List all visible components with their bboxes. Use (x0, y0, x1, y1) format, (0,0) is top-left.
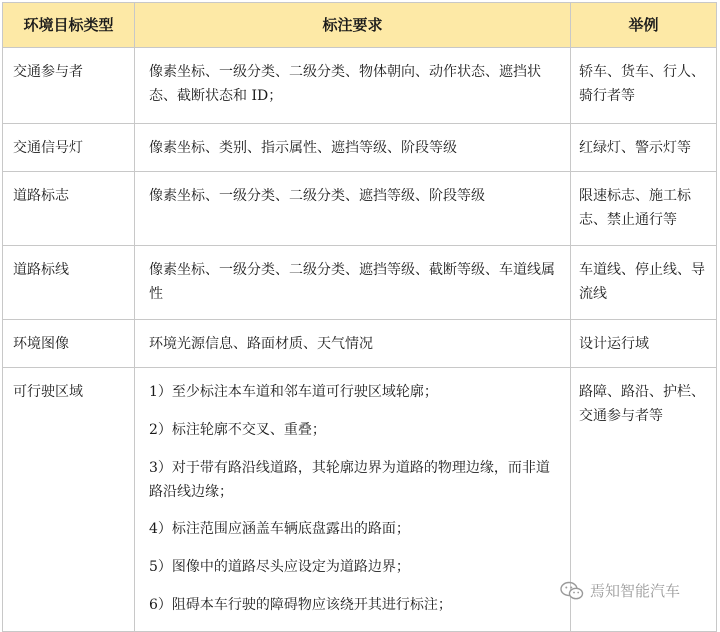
type-cell: 环境图像 (3, 320, 135, 368)
type-cell: 交通信号灯 (3, 124, 135, 172)
annotation-requirements-table (2, 2, 717, 632)
type-cell: 道路标志 (3, 172, 135, 246)
rule-item: 1）至少标注本车道和邻车道可行驶区域轮廓； (149, 384, 438, 400)
type-cell: 道路标线 (3, 246, 135, 320)
header-example: 举例 (571, 3, 717, 48)
watermark (560, 580, 680, 601)
example-cell: 限速标志、施工标志、禁止通行等 (571, 172, 717, 246)
rule-item: 2）标注轮廓不交叉、重叠； (149, 422, 326, 438)
requirement-cell: 环境光源信息、路面材质、天气情况 (135, 320, 571, 368)
requirement-cell: 像素坐标、类别、指示属性、遮挡等级、阶段等级 (135, 124, 571, 172)
rule-item: 4）标注范围应涵盖车辆底盘露出的路面； (149, 521, 410, 537)
table-row (3, 172, 717, 246)
example-cell: 车道线、停止线、导流线 (571, 246, 717, 320)
header-requirement: 标注要求 (135, 3, 571, 48)
table-row (3, 124, 717, 172)
requirement-cell: 像素坐标、一级分类、二级分类、遮挡等级、截断等级、车道线属性 (135, 246, 571, 320)
type-cell: 交通参与者 (3, 48, 135, 124)
example-cell: 轿车、货车、行人、骑行者等 (571, 48, 717, 124)
header-type: 环境目标类型 (3, 3, 135, 48)
table-row (3, 246, 717, 320)
rule-item: 6）阻碍本车行驶的障碍物应该绕开其进行标注； (149, 597, 452, 613)
wechat-icon (560, 581, 584, 601)
rule-item: 3）对于带有路沿线道路，其轮廓边界为道路的物理边缘，而非道路沿线边缘； (149, 460, 550, 500)
example-cell: 路障、路沿、护栏、交通参与者等 (571, 368, 717, 632)
requirement-rules-cell (135, 368, 571, 632)
example-cell: 设计运行域 (571, 320, 717, 368)
rule-item: 5）图像中的道路尽头应设定为道路边界； (149, 559, 410, 575)
watermark-text: 焉知智能汽车 (590, 582, 681, 600)
example-cell: 红绿灯、警示灯等 (571, 124, 717, 172)
table-row (3, 48, 717, 124)
header-row (3, 3, 717, 48)
type-cell: 可行驶区域 (3, 368, 135, 632)
requirement-cell: 像素坐标、一级分类、二级分类、遮挡等级、阶段等级 (135, 172, 571, 246)
requirement-cell: 像素坐标、一级分类、二级分类、物体朝向、动作状态、遮挡状态、截断状态和 ID； (135, 48, 571, 124)
table-row (3, 320, 717, 368)
